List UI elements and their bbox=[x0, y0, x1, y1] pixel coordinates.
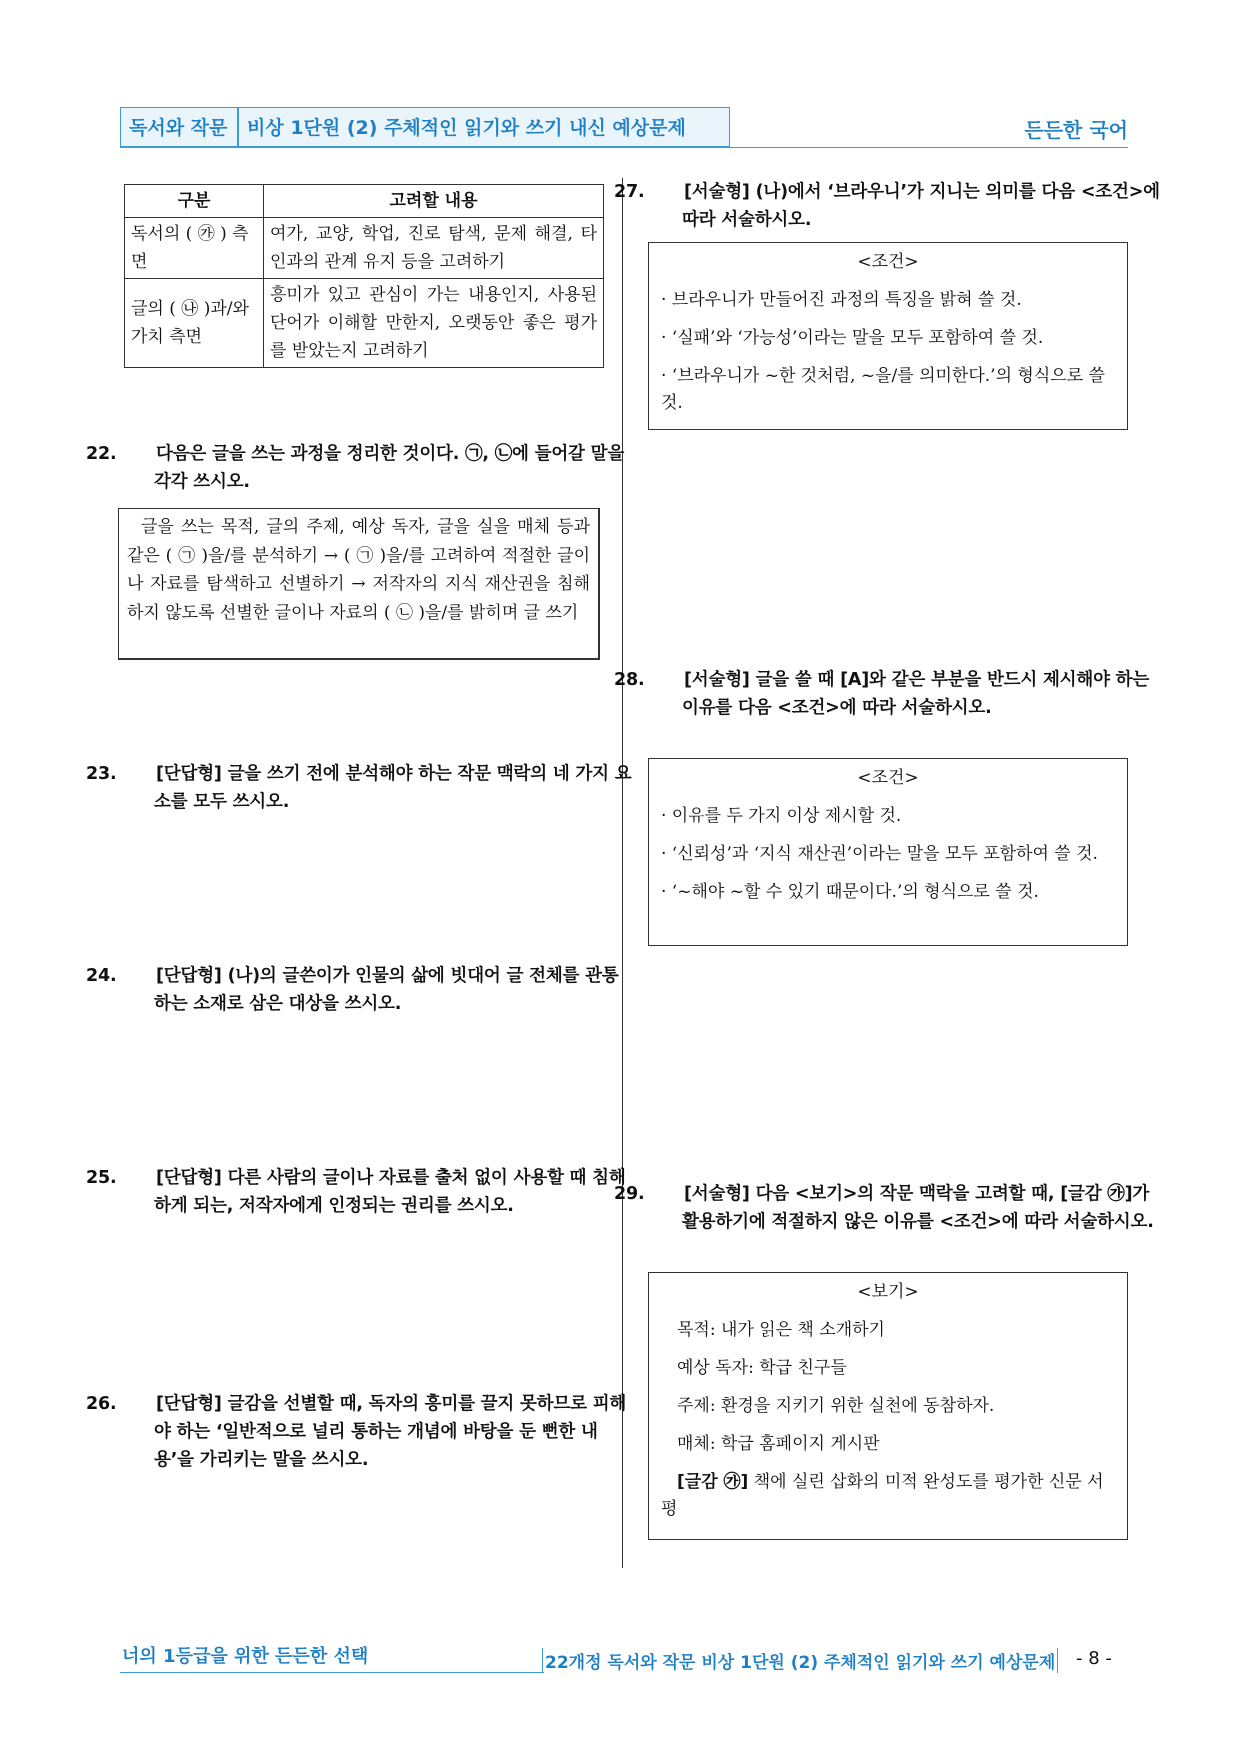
box-title: <조건> bbox=[857, 768, 919, 788]
question-number: 22. bbox=[86, 444, 117, 464]
brand-label: 든든한 국어 bbox=[1024, 118, 1128, 142]
question-27 bbox=[614, 178, 1162, 234]
example-box-29 bbox=[648, 1272, 1128, 1540]
material-label: [글감 ㉮] bbox=[677, 1472, 749, 1492]
table-row1-label: 독서의 ( ㉮ ) 측면 bbox=[125, 218, 264, 279]
footer-slogan: 너의 1등급을 위한 든든한 선택 bbox=[122, 1646, 369, 1667]
question-29 bbox=[614, 1180, 1162, 1236]
question-text: [단답형] (나)의 글쓴이가 인물의 삶에 빗대어 글 전체를 관통하는 소재로 삼은 대상을 쓰시오. bbox=[154, 966, 619, 1014]
question-number: 25. bbox=[86, 1168, 117, 1188]
question-text: [서술형] 글을 쓸 때 [A]와 같은 부분을 반드시 제시해야 하는 이유를 다음 <조건>에 따라 서술하시오. bbox=[682, 670, 1150, 718]
subject-label: 독서와 작문 bbox=[120, 107, 238, 147]
question-number: 23. bbox=[86, 764, 117, 784]
table-header-category: 구분 bbox=[125, 185, 264, 218]
question-28 bbox=[614, 666, 1162, 722]
question-text: [서술형] 다음 <보기>의 작문 맥락을 고려할 때, [글감 ㉮]가 활용하기에 적절하지 않은 이유를 <조건>에 따라 서술하시오. bbox=[682, 1184, 1154, 1232]
question-text: 다음은 글을 쓰는 과정을 정리한 것이다. ㉠, ㉡에 들어갈 말을 각각 쓰시오. bbox=[154, 444, 625, 492]
question-number: 27. bbox=[614, 182, 645, 202]
question-text: [단답형] 글을 쓰기 전에 분석해야 하는 작문 맥락의 네 가지 요소를 모두 쓰시오. bbox=[154, 764, 632, 812]
process-box: 글을 쓰는 목적, 글의 주제, 예상 독자, 글을 실을 매체 등과 같은 ( ㉠ )을/를 분석하기 → ( ㉠ )을/를 고려하여 적절한 글이나 자료를 탐색하고 선별하기 → 저작자의 지식 재산권을 침해하지 않도록 선별한 글이나 자료의 ( ㉡ )을/를 밝히며 글 쓰기 bbox=[118, 508, 600, 660]
condition-item: · 이유를 두 가지 이상 제시할 것. bbox=[661, 806, 902, 826]
conditions-box-27 bbox=[648, 242, 1128, 430]
header-rule bbox=[120, 147, 1128, 148]
question-23 bbox=[86, 760, 634, 816]
table-header-content: 고려할 내용 bbox=[264, 185, 604, 218]
footer-rule bbox=[120, 1672, 544, 1673]
material-text: 책에 실린 삽화의 미적 완성도를 평가한 신문 서평 bbox=[661, 1472, 1104, 1519]
question-25 bbox=[86, 1164, 634, 1220]
footer-title: 22개정 독서와 작문 비상 1단원 (2) 주체적인 읽기와 쓰기 예상문제 bbox=[542, 1648, 1058, 1673]
question-text: [서술형] (나)에서 ‘브라우니’가 지니는 의미를 다음 <조건>에 따라 서술하시오. bbox=[682, 182, 1160, 230]
criteria-table bbox=[124, 184, 604, 368]
question-24 bbox=[86, 962, 634, 1018]
table-row2-label: 글의 ( ㉯ )과/와 가치 측면 bbox=[125, 279, 264, 368]
context-item: 주제: 환경을 지키기 위한 실천에 동참하자. bbox=[677, 1396, 995, 1416]
page-title: 비상 1단원 (2) 주체적인 읽기와 쓰기 내신 예상문제 bbox=[238, 107, 730, 147]
conditions-box-28 bbox=[648, 758, 1128, 946]
table-row2-content: 흥미가 있고 관심이 가는 내용인지, 사용된 단어가 이해할 만한지, 오랫동안 좋은 평가를 받았는지 고려하기 bbox=[264, 279, 604, 368]
box-title: <조건> bbox=[857, 252, 919, 272]
question-number: 28. bbox=[614, 670, 645, 690]
condition-item: · ‘~해야 ~할 수 있기 때문이다.’의 형식으로 쓸 것. bbox=[661, 882, 1039, 902]
context-item: 예상 독자: 학급 친구들 bbox=[677, 1358, 847, 1378]
condition-item: · 브라우니가 만들어진 과정의 특징을 밝혀 쓸 것. bbox=[661, 290, 1022, 310]
question-22 bbox=[86, 440, 634, 496]
question-number: 29. bbox=[614, 1184, 645, 1204]
table-row1-content: 여가, 교양, 학업, 진로 탐색, 문제 해결, 타인과의 관계 유지 등을 고려하기 bbox=[264, 218, 604, 279]
context-item: 목적: 내가 읽은 책 소개하기 bbox=[677, 1320, 885, 1340]
condition-item: · ‘신뢰성’과 ‘지식 재산권’이라는 말을 모두 포함하여 쓸 것. bbox=[661, 844, 1098, 864]
condition-item: · ‘실패’와 ‘가능성’이라는 말을 모두 포함하여 쓸 것. bbox=[661, 328, 1044, 348]
page-number: - 8 - bbox=[1076, 1648, 1112, 1669]
box-title: <보기> bbox=[857, 1282, 919, 1302]
question-text: [단답형] 글감을 선별할 때, 독자의 흥미를 끌지 못하므로 피해야 하는 ‘일반적으로 널리 통하는 개념에 바탕을 둔 뻔한 내용’을 가리키는 말을 쓰시오. bbox=[154, 1394, 627, 1470]
question-number: 26. bbox=[86, 1394, 117, 1414]
material-item bbox=[649, 1469, 1127, 1523]
condition-item: · ‘브라우니가 ~한 것처럼, ~을/를 의미한다.’의 형식으로 쓸 것. bbox=[661, 366, 1105, 413]
question-text: [단답형] 다른 사람의 글이나 자료를 출처 없이 사용할 때 침해하게 되는, 저작자에게 인정되는 권리를 쓰시오. bbox=[154, 1168, 626, 1216]
question-number: 24. bbox=[86, 966, 117, 986]
context-item: 매체: 학급 홈페이지 게시판 bbox=[677, 1434, 880, 1454]
question-26 bbox=[86, 1390, 634, 1474]
column-divider bbox=[622, 178, 623, 1568]
